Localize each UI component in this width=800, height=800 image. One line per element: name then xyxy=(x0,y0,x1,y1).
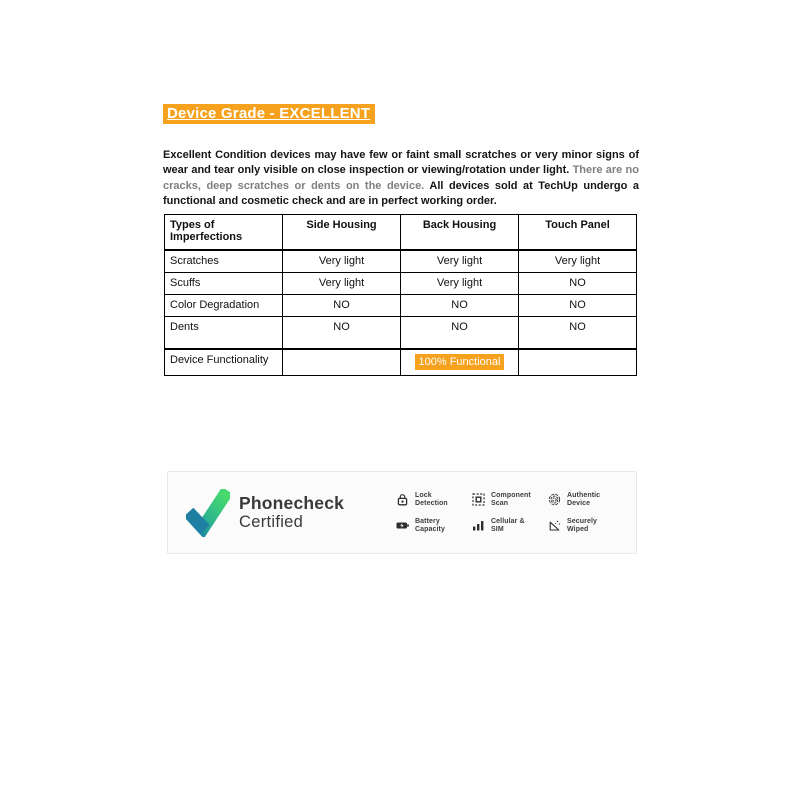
feature-securely-wiped xyxy=(548,518,616,534)
row-label: Dents xyxy=(165,316,283,349)
component-scan-icon xyxy=(472,493,485,506)
row-label: Color Degradation xyxy=(165,294,283,316)
signal-bars-icon xyxy=(472,519,485,532)
description-gray: There are no cracks, deep scratches or dents on the device. xyxy=(163,164,639,192)
cell-value: NO xyxy=(283,294,401,316)
description-black-2: All devices sold at TechUp undergo a functional and cosmetic check and are in perfect working order. xyxy=(163,179,639,207)
table-row-device-functionality xyxy=(165,349,637,375)
cell-value xyxy=(283,349,401,375)
table-header-row xyxy=(165,215,637,251)
header-back-housing: Back Housing xyxy=(401,215,519,251)
table-row-dents xyxy=(165,316,637,349)
feature-component-scan xyxy=(472,492,540,508)
lock-icon xyxy=(396,493,409,506)
imperfections-table xyxy=(164,214,637,376)
cell-value xyxy=(519,349,637,375)
feature-battery-capacity xyxy=(396,518,464,534)
cell-value: NO xyxy=(519,294,637,316)
row-label: Scratches xyxy=(165,250,283,272)
table-row-scratches xyxy=(165,250,637,272)
row-label: Scuffs xyxy=(165,272,283,294)
cell-value: Very light xyxy=(401,250,519,272)
certification-features xyxy=(396,492,616,534)
cell-value: Very light xyxy=(283,272,401,294)
description-paragraph xyxy=(163,148,639,209)
feature-label: Authentic Device xyxy=(567,491,601,507)
brand-text xyxy=(239,494,344,531)
header-types-of-imperfections: Types of Imperfections xyxy=(165,215,283,251)
cell-value: NO xyxy=(519,316,637,349)
header-touch-panel: Touch Panel xyxy=(519,215,637,251)
wipe-icon xyxy=(548,519,561,532)
table-row-color-degradation xyxy=(165,294,637,316)
page-title: Device Grade - EXCELLENT xyxy=(163,104,375,124)
feature-label: Securely Wiped xyxy=(567,517,597,533)
feature-lock-detection xyxy=(396,492,464,508)
feature-label: Component Scan xyxy=(491,491,531,507)
checkmark-icon xyxy=(186,489,230,537)
phonecheck-certified-banner xyxy=(167,471,637,554)
feature-label: Cellular & SIM xyxy=(491,517,525,533)
header-side-housing: Side Housing xyxy=(283,215,401,251)
phonecheck-logo xyxy=(186,489,344,537)
cell-value: NO xyxy=(401,316,519,349)
feature-label: Battery Capacity xyxy=(415,517,445,533)
cell-value: Very light xyxy=(401,272,519,294)
cell-value: Very light xyxy=(283,250,401,272)
cell-value: NO xyxy=(519,272,637,294)
cell-value: NO xyxy=(401,294,519,316)
row-label: Device Functionality xyxy=(165,349,283,375)
cell-value xyxy=(401,349,519,375)
feature-cellular-sim xyxy=(472,518,540,534)
battery-icon xyxy=(396,519,409,532)
feature-authentic-device xyxy=(548,492,616,508)
feature-label: Lock Detection xyxy=(415,491,448,507)
table-row-scuffs xyxy=(165,272,637,294)
brand-name: Phonecheck xyxy=(239,493,345,513)
fingerprint-icon xyxy=(548,493,561,506)
brand-subtitle: Certified xyxy=(239,513,304,531)
description-black-1: Excellent Condition devices may have few or faint small scratches or very minor signs of wear and tear only visible on close inspection or viewing/rotation under light. xyxy=(163,149,639,177)
cell-value: Very light xyxy=(519,250,637,272)
cell-value: NO xyxy=(283,316,401,349)
functional-highlight: 100% Functional xyxy=(415,354,505,370)
